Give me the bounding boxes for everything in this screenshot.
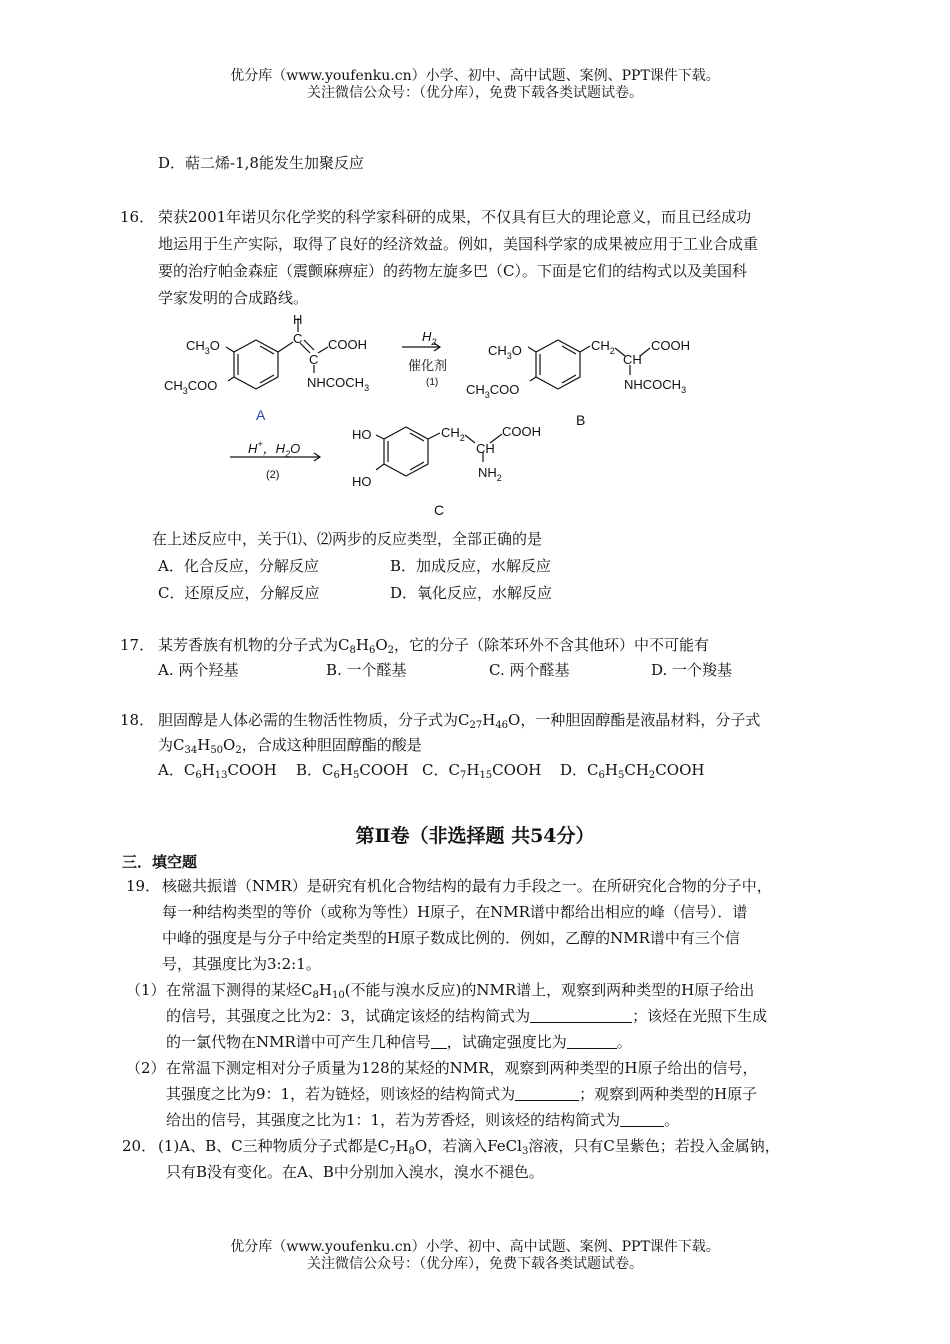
- q19-part-2-line-2: 其强度之比为9：1，若为链烃，则该烃的结构简式为 ；观察到两种类型的H原子: [166, 1085, 758, 1103]
- q16-stem-line-3: 要的治疗帕金森症（震颤麻痹症）的药物左旋多巴（C）。下面是它们的结构式以及美国科: [158, 262, 747, 280]
- q16-option-b: B．加成反应，水解反应: [390, 557, 552, 575]
- a-amide: $NHCOCH_3$: [307, 375, 370, 393]
- q20-line-2: 只有B没有变化。在A、B中分别加入溴水，溴水不褪色。: [166, 1163, 544, 1181]
- a-c-atom-2: C: [309, 352, 319, 367]
- part-2-title: 第Ⅱ卷（非选择题 共54分）: [355, 825, 595, 847]
- b-acetoxy: $CH_3COO$: [466, 382, 520, 400]
- q20-number: 20．: [122, 1137, 157, 1155]
- q19-part-2-line-1: 在常温下测定相对分子质量为128的某烃的NMR，观察到两种类型的H原子给出的信号，: [166, 1059, 758, 1077]
- page-header: [0, 68, 950, 102]
- section-3-heading: 三．填空题: [122, 853, 198, 871]
- a-carboxyl: COOH: [328, 337, 367, 352]
- q18-line-2: 为$C_{34}H_{50}O_2$，合成这种胆固醇酯的酸是: [158, 736, 422, 756]
- answer-blank[interactable]: [515, 1086, 579, 1101]
- answer-blank[interactable]: [431, 1034, 447, 1049]
- q19-line-1: 核磁共振谱（NMR）是研究有机化合物结构的最有力手段之一。在所研究化合物的分子中，: [162, 877, 772, 895]
- answer-blank[interactable]: [620, 1112, 664, 1127]
- q18-number: 18．: [120, 711, 155, 729]
- q19-part-2-line-3: 给出的信号，其强度之比为1：1，若为芳香烃，则该烃的结构简式为 。: [166, 1111, 680, 1129]
- q17-number: 17．: [120, 636, 155, 654]
- q17-option-a: A. 两个羟基: [158, 661, 239, 679]
- q19-part-1-line-3: 的一氯代物在NMR谱中可产生几种信号 ，试确定强度比为 。: [166, 1033, 632, 1051]
- b-carboxyl: COOH: [651, 338, 690, 353]
- b-methoxy: $CH_3O$: [488, 343, 522, 361]
- c-methylene: $CH_2$: [441, 425, 465, 443]
- benzene-ring-a: [234, 340, 278, 389]
- step-1-label: (1): [426, 377, 439, 388]
- q18-line-1: 胆固醇是人体必需的生物活性物质，分子式为$C_{27}H_{46}O$，一种胆固醇酯是液晶材料，分子式: [158, 711, 761, 731]
- q19-line-4: 号，其强度比为3:2:1。: [162, 955, 321, 973]
- catalyst-label: 催化剂: [408, 358, 448, 373]
- q16-number: 16．: [120, 208, 155, 226]
- q17-option-c: C. 两个醛基: [489, 661, 570, 679]
- q18-option-b: B．$C_6H_5COOH$: [296, 761, 409, 781]
- b-methylene: $CH_2$: [591, 338, 615, 356]
- q16-option-d: D．氧化反应，水解反应: [390, 584, 553, 602]
- a-methoxy: $CH_3O$: [186, 338, 220, 356]
- q16-stem-line-4: 学家发明的合成路线。: [158, 289, 309, 307]
- step-2-label: (2): [266, 469, 280, 481]
- q19-part-1-line-2: 的信号，其强度之比为2：3，试确定该烃的结构简式为 ；该烃在光照下生成: [166, 1007, 768, 1025]
- q17-option-b: B. 一个醛基: [326, 661, 407, 679]
- synthesis-route-diagram: [150, 305, 710, 520]
- q16-option-a: A．化合反应，分解反应: [158, 557, 319, 575]
- q19-part-1-line-1: 在常温下测得的某烃$C_8H_{10}$(不能与溴水反应)的NMR谱上，观察到两种类型的H原子给出: [166, 981, 755, 1001]
- compound-b-label: B: [576, 412, 586, 428]
- q15-option-d: D．萜二烯-1,8能发生加聚反应: [158, 154, 364, 172]
- answer-blank[interactable]: [530, 1008, 632, 1023]
- q17-stem: 某芳香族有机物的分子式为$C_8H_6O_2$，它的分子（除苯环外不含其他环）中不可能有: [158, 636, 710, 656]
- q19-line-2: 每一种结构类型的等价（或称为等性）H原子，在NMR谱中都给出相应的峰（信号）．谱: [162, 903, 748, 921]
- header-line-2: 关注微信公众号：（优分库），免费下载各类试题试卷。: [307, 85, 643, 101]
- a-c-atom-1: C: [293, 331, 303, 346]
- page-footer: [0, 1239, 950, 1273]
- q19-part-2-number: （2）: [126, 1059, 166, 1077]
- c-methine: CH: [476, 441, 495, 456]
- answer-blank[interactable]: [567, 1034, 617, 1049]
- c-amino: $NH_2$: [478, 465, 502, 483]
- q16-option-c: C．还原反应，分解反应: [158, 584, 320, 602]
- c-hydroxyl-2: HO: [352, 474, 372, 489]
- benzene-ring-c: [384, 427, 428, 476]
- q17-option-d: D. 一个羧基: [651, 661, 733, 679]
- q19-number: 19．: [126, 877, 161, 895]
- q16-stem-line-2: 地运用于生产实际，取得了良好的经济效益。例如，美国科学家的成果被应用于工业合成重: [158, 235, 759, 253]
- compound-a-label: A: [256, 407, 266, 423]
- q18-option-a: A．$C_6H_{13}COOH$: [158, 761, 277, 781]
- q16-stem-line-1: 荣获2001年诺贝尔化学奖的科学家科研的成果，不仅具有巨大的理论意义，而且已经成功: [158, 208, 752, 226]
- c-hydroxyl-1: HO: [352, 427, 372, 442]
- q20-line-1: (1)A、B、C三种物质分子式都是$C_7H_8O$，若滴入FeCl$_3$溶液，只有C呈紫色；若投入金属钠，: [158, 1137, 780, 1157]
- q18-option-c: C．$C_7H_{15}COOH$: [422, 761, 542, 781]
- q19-part-1-number: （1）: [126, 981, 166, 999]
- q16-question: 在上述反应中，关于⑴、⑵两步的反应类型，全部正确的是: [152, 530, 543, 548]
- benzene-ring-b: [536, 340, 580, 389]
- footer-line-2: 关注微信公众号：（优分库），免费下载各类试题试卷。: [307, 1256, 643, 1272]
- q18-option-d: D．$C_6H_5CH_2COOH$: [560, 761, 705, 781]
- header-line-1: 优分库（www.youfenku.cn）小学、初中、高中试题、案例、PPT课件下载。: [230, 68, 720, 84]
- footer-line-1: 优分库（www.youfenku.cn）小学、初中、高中试题、案例、PPT课件下载。: [230, 1239, 720, 1255]
- b-methine: CH: [623, 352, 642, 367]
- a-h-atom: H: [293, 312, 303, 327]
- q19-line-3: 中峰的强度是与分子中给定类型的H原子数成比例的．例如，乙醇的NMR谱中有三个信: [162, 929, 740, 947]
- c-carboxyl: COOH: [502, 424, 541, 439]
- b-amide: $NHCOCH_3$: [624, 377, 687, 395]
- reagent-h2: $H_2$: [422, 329, 437, 347]
- a-acetoxy: $CH_3COO$: [164, 378, 218, 396]
- compound-c-label: C: [434, 502, 445, 518]
- reagent-h-plus-water: H+，$H_2O$: [248, 439, 301, 459]
